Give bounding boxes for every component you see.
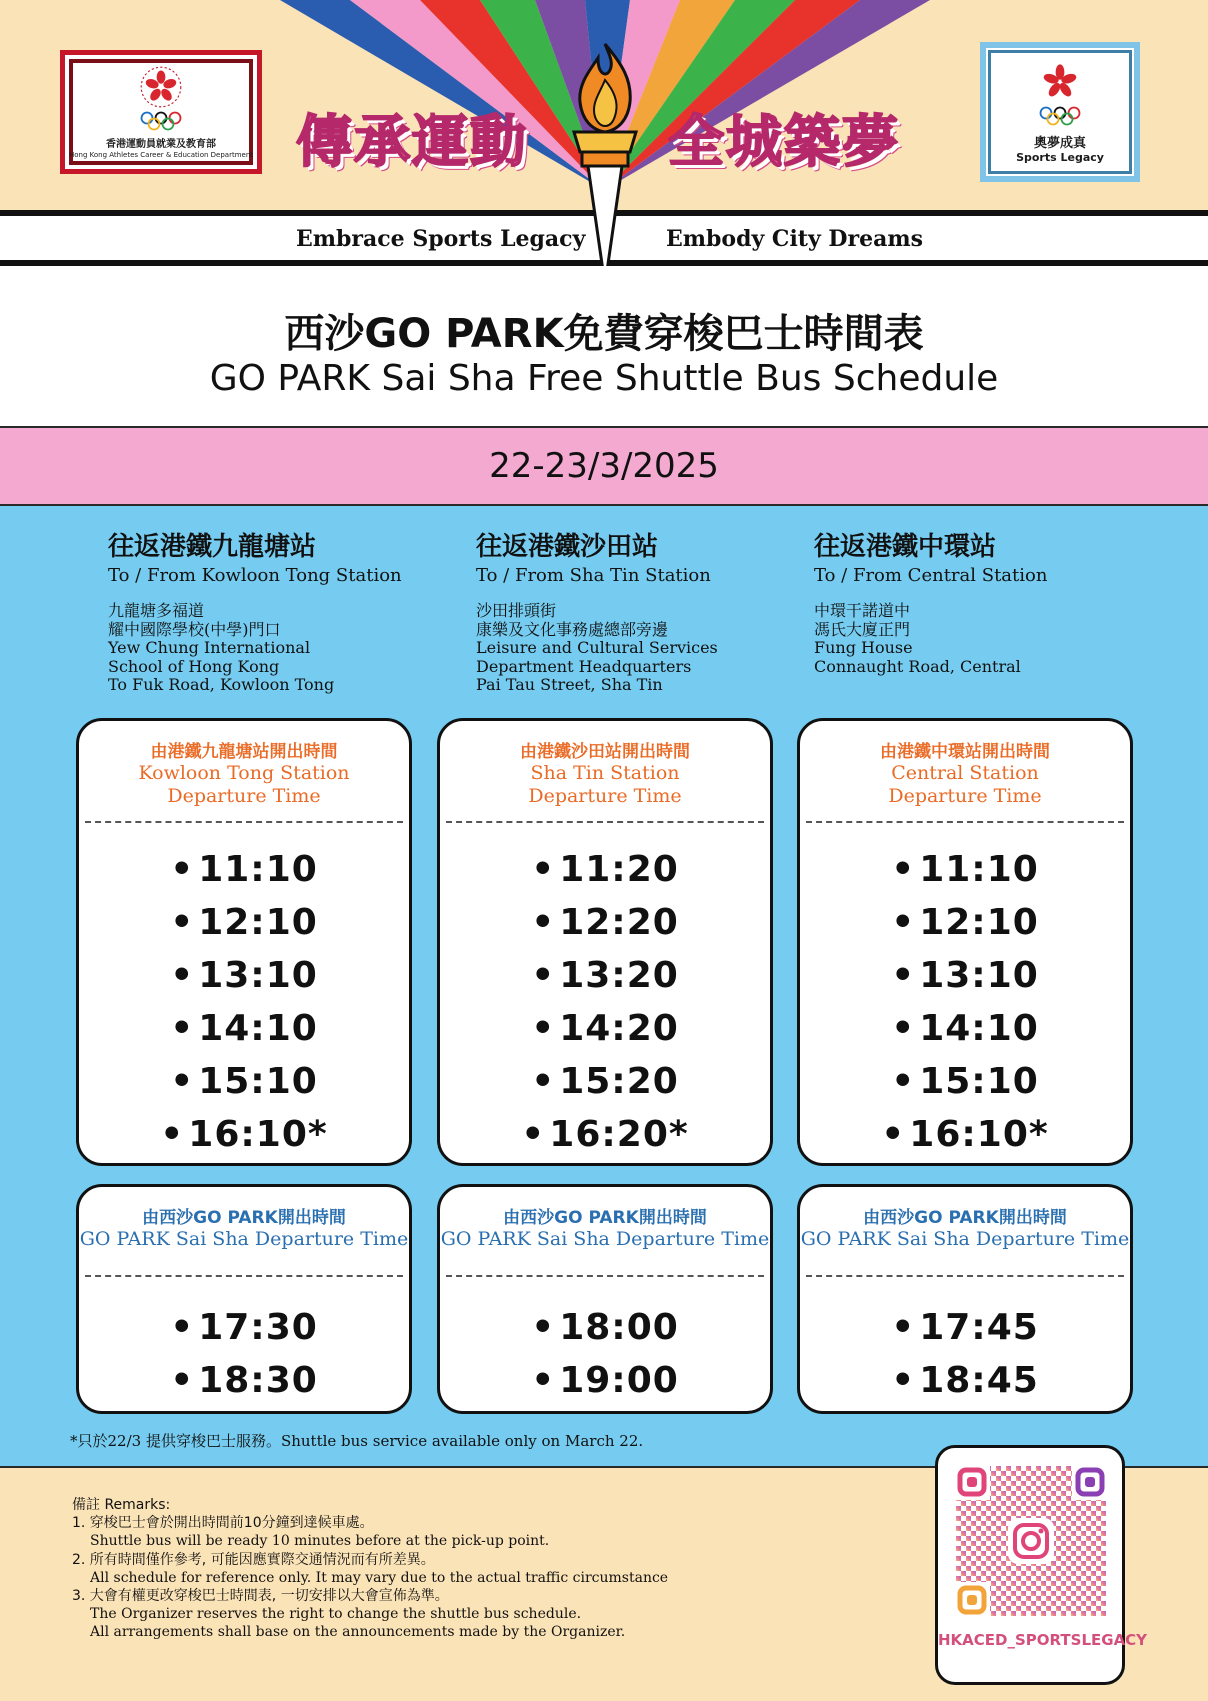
remark-en: All schedule for reference only. It may vary due to the actual traffic circumstance — [90, 1569, 669, 1586]
route-name-zh: 往返港鐵九龍塘站 — [108, 532, 317, 562]
card-heading-en: Departure Time — [167, 785, 321, 807]
return-time: • 18:45 — [800, 1354, 1130, 1407]
time-list — [800, 1301, 1130, 1407]
address-line: 耀中國際學校(中學)門口 — [108, 619, 281, 639]
route-name-en: To / From Sha Tin Station — [476, 565, 711, 586]
remark-en: All arrangements shall base on the announcements made by the Organizer. — [90, 1624, 626, 1641]
card-heading — [440, 737, 770, 808]
departure-time: • 11:10 — [800, 843, 1130, 896]
departure-card-kowloon-tong — [76, 718, 412, 1166]
logo-right-name-zh: 奧夢成真 — [1033, 136, 1086, 151]
remark-zh: 2. 所有時間僅作參考, 可能因應實際交通情況而有所差異。 — [72, 1551, 435, 1568]
remark-en: Shuttle bus will be ready 10 minutes before at the pick-up point. — [90, 1533, 550, 1550]
logo-left-name-en: Hong Kong Athletes Career & Education Department — [68, 151, 254, 159]
dashed-divider — [446, 821, 764, 823]
address-line: 中環干諾道中 — [814, 601, 911, 620]
card-heading — [79, 1203, 409, 1251]
card-heading-zh: 由西沙GO PARK開出時間 — [142, 1208, 346, 1228]
address-line: Pai Tau Street, Sha Tin — [476, 675, 663, 694]
slogan-left: 傳承運動 — [296, 110, 528, 175]
card-heading-en: Departure Time — [888, 785, 1042, 807]
instagram-handle[interactable]: HKACED_SPORTSLEGACY — [938, 1631, 1148, 1649]
return-time: • 18:30 — [79, 1354, 409, 1407]
schedule-section — [0, 506, 1208, 1468]
dashed-divider — [806, 821, 1124, 823]
return-time: • 19:00 — [440, 1354, 770, 1407]
address-line: 康樂及文化事務處總部旁邊 — [476, 619, 669, 639]
bauhinia-emblem-icon — [139, 65, 183, 109]
return-time: • 17:45 — [800, 1301, 1130, 1354]
address-line: Fung House — [814, 638, 913, 657]
card-heading — [440, 1203, 770, 1251]
hkaced-logo — [60, 50, 262, 174]
departure-time: • 15:20 — [440, 1055, 770, 1108]
sports-legacy-logo — [980, 42, 1140, 182]
card-heading-en: Sha Tin Station — [530, 762, 680, 784]
card-heading-zh: 由港鐵九龍塘站開出時間 — [150, 742, 338, 762]
title-section — [0, 266, 1208, 426]
address-line: To Fuk Road, Kowloon Tong — [108, 675, 335, 694]
departure-time: • 14:20 — [440, 1002, 770, 1055]
return-time: • 17:30 — [79, 1301, 409, 1354]
card-heading-zh: 由港鐵沙田站開出時間 — [520, 742, 690, 762]
card-heading — [800, 737, 1130, 808]
slogan-right: 全城築夢 — [668, 110, 900, 175]
card-heading-en: GO PARK Sai Sha Departure Time — [440, 1228, 770, 1250]
footnote: *只於22/3 提供穿梭巴士服務。Shuttle bus service available only on March 22. — [70, 1432, 644, 1450]
card-heading-en: GO PARK Sai Sha Departure Time — [800, 1228, 1130, 1250]
page-title-en: GO PARK Sai Sha Free Shuttle Bus Schedule — [209, 358, 999, 399]
address-line: 九龍塘多福道 — [108, 601, 205, 620]
instagram-qr-card[interactable] — [935, 1445, 1148, 1685]
departure-time: • 15:10 — [800, 1055, 1130, 1108]
address-line: Connaught Road, Central — [814, 656, 1021, 676]
address-line: Department Headquarters — [476, 656, 692, 676]
route-name-zh: 往返港鐵中環站 — [814, 532, 997, 562]
event-date: 22-23/3/2025 — [489, 446, 719, 486]
departure-time: • 16:10* — [79, 1108, 409, 1161]
departure-time: • 16:20* — [440, 1108, 770, 1161]
olympic-rings-icon — [1037, 106, 1083, 126]
card-heading-en: GO PARK Sai Sha Departure Time — [79, 1228, 409, 1250]
departure-time: • 11:10 — [79, 843, 409, 896]
olympic-rings-icon — [138, 111, 184, 131]
departure-time: • 13:20 — [440, 949, 770, 1002]
address-line: 沙田排頭街 — [476, 601, 557, 620]
time-list — [800, 843, 1130, 1161]
time-list — [79, 843, 409, 1161]
departure-time: • 11:20 — [440, 843, 770, 896]
departure-time: • 12:10 — [79, 896, 409, 949]
departure-time: • 14:10 — [79, 1002, 409, 1055]
return-card-central — [797, 1184, 1133, 1414]
address-line: Leisure and Cultural Services — [476, 638, 718, 657]
card-heading-en: Departure Time — [528, 785, 682, 807]
address-line: Yew Chung International — [108, 638, 311, 657]
departure-card-sha-tin — [437, 718, 773, 1166]
remarks-title: 備註 Remarks: — [72, 1497, 171, 1513]
route-name-en: To / From Central Station — [814, 565, 1048, 586]
departure-time: • 13:10 — [800, 949, 1130, 1002]
remark-zh: 1. 穿梭巴士會於開出時間前10分鐘到達候車處。 — [72, 1515, 374, 1532]
departure-time: • 12:10 — [800, 896, 1130, 949]
pickup-address — [814, 602, 1154, 676]
route-name-zh: 往返港鐵沙田站 — [476, 532, 659, 562]
card-heading-en: Kowloon Tong Station — [138, 762, 350, 784]
departure-time: • 13:10 — [79, 949, 409, 1002]
time-list — [440, 1301, 770, 1407]
pickup-address — [476, 602, 816, 695]
route-name-en: To / From Kowloon Tong Station — [108, 565, 402, 586]
card-heading-zh: 由港鐵中環站開出時間 — [880, 742, 1050, 762]
card-heading — [800, 1203, 1130, 1251]
dashed-divider — [85, 821, 403, 823]
logo-left-name-zh: 香港運動員就業及教育部 — [106, 139, 216, 150]
card-heading-zh: 由西沙GO PARK開出時間 — [503, 1208, 707, 1228]
route-info-sha-tin — [476, 526, 816, 695]
remarks — [72, 1496, 668, 1642]
return-card-kowloon-tong — [76, 1184, 412, 1414]
return-time: • 18:00 — [440, 1301, 770, 1354]
departure-time: • 14:10 — [800, 1002, 1130, 1055]
torch-icon — [560, 40, 650, 285]
tagline-right: Embody City Dreams — [666, 226, 923, 252]
address-line: 馮氏大廈正門 — [814, 619, 911, 639]
address-line: School of Hong Kong — [108, 656, 280, 676]
dashed-divider — [85, 1275, 403, 1277]
pickup-address — [108, 602, 448, 695]
time-list — [79, 1301, 409, 1407]
departure-time: • 16:10* — [800, 1108, 1130, 1161]
bauhinia-emblem-icon — [1038, 60, 1082, 104]
time-list — [440, 843, 770, 1161]
remark-zh: 3. 大會有權更改穿梭巴士時間表, 一切安排以大會宣佈為準。 — [72, 1588, 449, 1605]
tagline-left: Embrace Sports Legacy — [296, 226, 586, 252]
dashed-divider — [806, 1275, 1124, 1277]
card-heading-zh: 由西沙GO PARK開出時間 — [863, 1208, 1067, 1228]
route-info-central — [814, 526, 1154, 676]
page-title-zh: 西沙GO PARK免費穿梭巴士時間表 — [284, 311, 924, 357]
departure-time: • 12:20 — [440, 896, 770, 949]
qr-code[interactable] — [956, 1466, 1106, 1616]
remark-en: The Organizer reserves the right to change the shuttle bus schedule. — [90, 1606, 582, 1623]
departure-card-central — [797, 718, 1133, 1166]
date-bar — [0, 426, 1208, 506]
dashed-divider — [446, 1275, 764, 1277]
route-info-kowloon-tong — [108, 526, 448, 695]
card-heading-en: Central Station — [891, 762, 1039, 784]
card-heading — [79, 737, 409, 808]
logo-right-name-en: Sports Legacy — [1016, 151, 1104, 164]
return-card-sha-tin — [437, 1184, 773, 1414]
departure-time: • 15:10 — [79, 1055, 409, 1108]
